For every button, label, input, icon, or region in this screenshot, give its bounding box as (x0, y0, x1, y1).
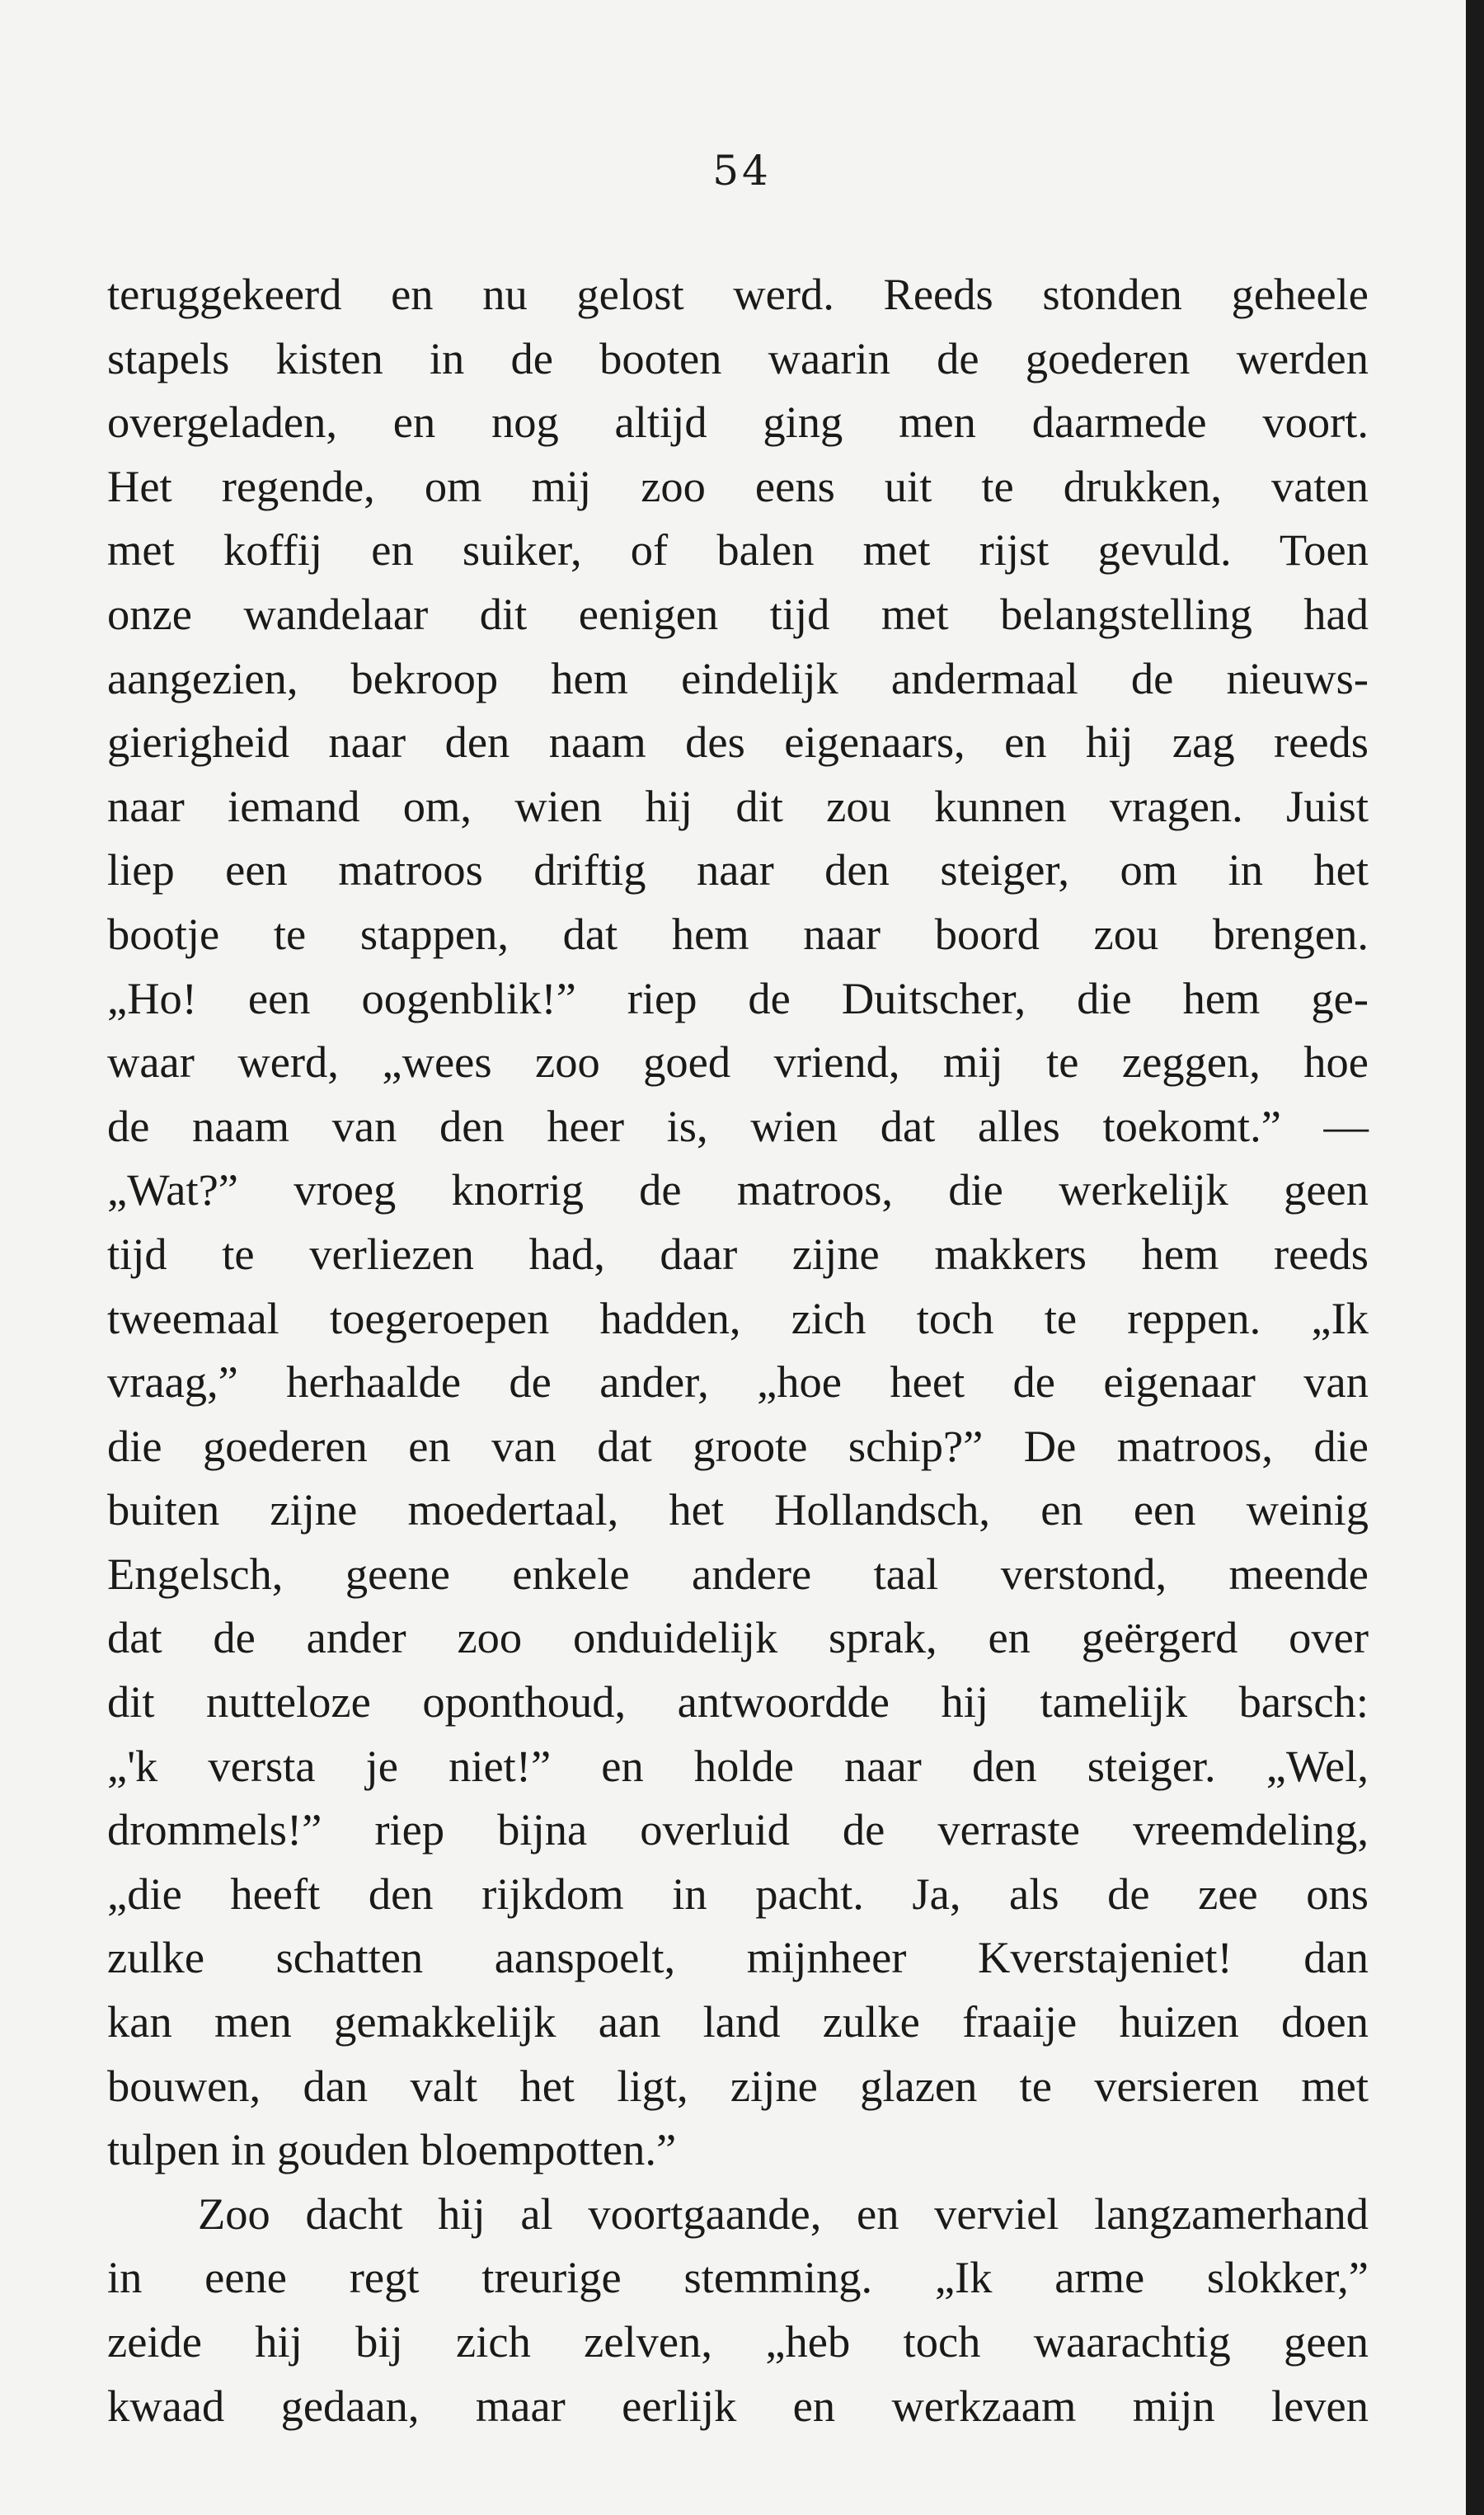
text-line: tulpen in gouden bloempotten.” (107, 2124, 677, 2175)
text-line: „Ho! een oogenblik!” riep de Duitscher, die hem ge- (107, 972, 1369, 1023)
body-text (107, 262, 1369, 2437)
text-line: liep een matroos driftig naar den steiger, om in het (107, 844, 1369, 896)
text-line: „die heeft den rijkdom in pacht. Ja, als de zee ons (107, 1868, 1369, 1919)
text-line: drommels!” riep bijna overluid de verraste vreemdeling, (107, 1804, 1369, 1855)
text-line: „Wat?” vroeg knorrig de matroos, die werkelijk geen (107, 1164, 1369, 1215)
text-line: met koffij en suiker, of balen met rijst gevuld. Toen (107, 524, 1369, 576)
scan-edge (1466, 0, 1484, 2515)
text-line: Het regende, om mij zoo eens uit te drukken, vaten (107, 460, 1369, 511)
text-line: tijd te verliezen had, daar zijne makkers hem reeds (107, 1228, 1369, 1279)
text-line: dat de ander zoo onduidelijk sprak, en geërgerd over (107, 1612, 1369, 1663)
text-line: waar werd, „wees zoo goed vriend, mij te zeggen, hoe (107, 1037, 1369, 1088)
text-line: aangezien, bekroop hem eindelijk andermaal de nieuws- (107, 652, 1369, 703)
text-line: in eene regt treurige stemming. „Ik arme slokker,” (107, 2252, 1369, 2303)
text-line: „'k versta je niet!” en holde naar den steiger. „Wel, (107, 1740, 1369, 1791)
text-line: zeide hij bij zich zelven, „heb toch waarachtig geen (107, 2316, 1369, 2367)
text-line: zulke schatten aanspoelt, mijnheer Kverstajeniet! dan (107, 1932, 1369, 1983)
text-line: teruggekeerd en nu gelost werd. Reeds stonden geheele (107, 269, 1369, 319)
text-line: onze wandelaar dit eenigen tijd met belangstelling had (107, 588, 1369, 639)
page-number: 54 (712, 147, 772, 195)
text-line: vraag,” herhaalde de ander, „hoe heet de eigenaar van (107, 1356, 1369, 1408)
text-line: de naam van den heer is, wien dat alles toekomt.” — (107, 1100, 1369, 1151)
text-line: gierigheid naar den naam des eigenaars, en hij zag reeds (107, 717, 1369, 768)
text-line: bootje te stappen, dat hem naar boord zou brengen. (107, 908, 1369, 959)
text-line: kan men gemakkelijk aan land zulke fraaije huizen doen (107, 1996, 1369, 2047)
text-line: stapels kisten in de booten waarin de goederen werden (107, 332, 1369, 383)
text-line: kwaad gedaan, maar eerlijk en werkzaam mijn leven (107, 2380, 1369, 2431)
text-line: dit nutteloze oponthoud, antwoordde hij tamelijk barsch: (107, 1676, 1369, 1728)
text-line: Zoo dacht hij al voortgaande, en verviel langzamerhand (198, 2188, 1369, 2239)
text-line: die goederen en van dat groote schip?” De matroos, die (107, 1420, 1369, 1471)
text-line: tweemaal toegeroepen hadden, zich toch te reppen. „Ik (107, 1292, 1369, 1343)
text-line: overgeladen, en nog altijd ging men daarmede voort. (107, 397, 1369, 448)
text-line: bouwen, dan valt het ligt, zijne glazen te versieren met (107, 2060, 1369, 2111)
text-line: buiten zijne moedertaal, het Hollandsch, en een weinig (107, 1484, 1369, 1535)
text-line: Engelsch, geene enkele andere taal verstond, meende (107, 1548, 1369, 1599)
text-line: naar iemand om, wien hij dit zou kunnen vragen. Juist (107, 780, 1369, 831)
